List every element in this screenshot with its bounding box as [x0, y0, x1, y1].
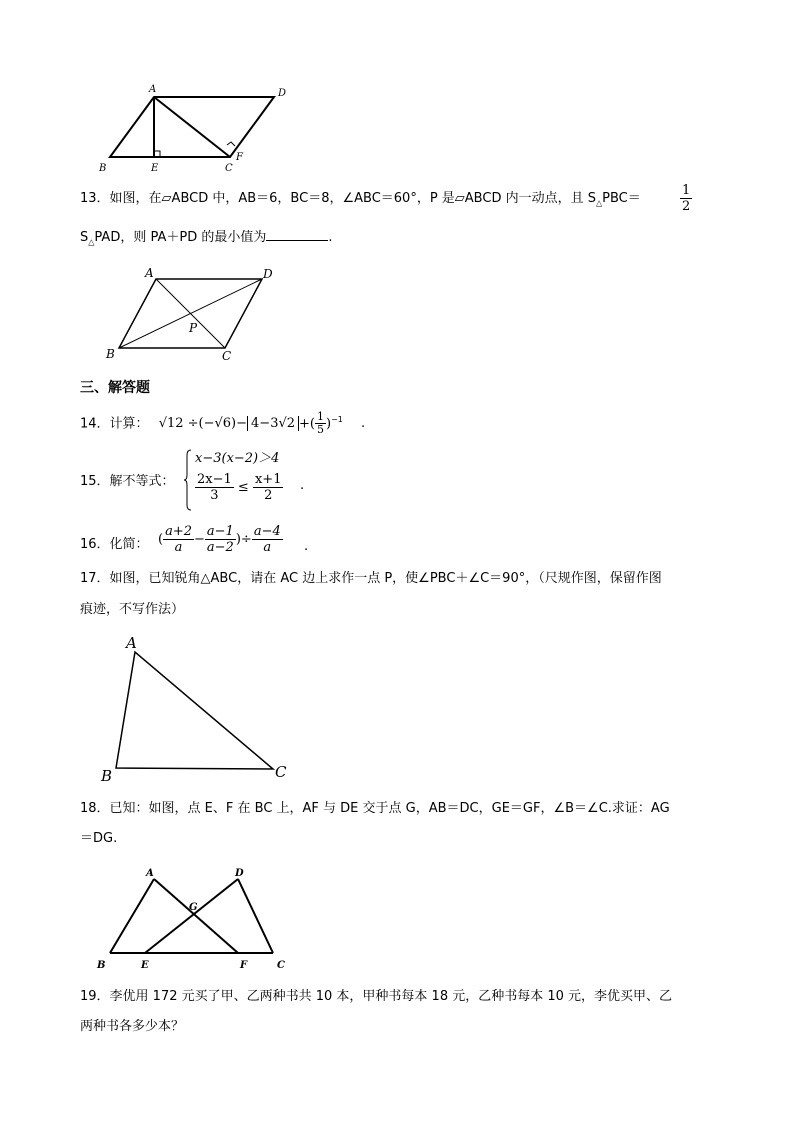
q16-f1-den: a	[174, 540, 183, 555]
q16-paren-open: (	[158, 532, 164, 547]
q15-frac-1	[195, 472, 234, 503]
q13-answer-blank	[266, 228, 328, 241]
segment-ab	[110, 879, 154, 953]
triangle-abc	[116, 652, 273, 769]
q14-abs-content: 4−3√2	[247, 416, 299, 431]
q14-expr-b: +(	[299, 416, 315, 432]
figure-q12	[90, 80, 300, 180]
q16-frac-3	[252, 524, 283, 555]
right-angle-mark-f	[227, 142, 235, 146]
q13-text-c: S	[80, 230, 89, 245]
label-a: A	[149, 84, 157, 95]
question-17-line2: 痕迹，不写作法）	[80, 602, 185, 617]
q14-end: .	[361, 416, 366, 432]
label-c: C	[225, 163, 233, 174]
label-a: A	[126, 634, 137, 652]
q15-end: .	[300, 478, 305, 493]
q15-inequality-1: x−3(x−2)＞4	[195, 451, 280, 466]
q16-frac-2	[205, 524, 236, 555]
q16-expression	[158, 524, 283, 555]
q13-end: .	[328, 230, 333, 245]
q13-sub-pad: △	[88, 237, 95, 247]
q16-f3-num: a−4	[253, 524, 281, 539]
label-d: D	[278, 88, 287, 99]
segment-dc	[238, 879, 273, 953]
figure-q13	[100, 262, 290, 367]
q14-number: 14．计算：	[80, 416, 149, 432]
label-c: C	[275, 763, 287, 781]
question-13-line1	[80, 190, 641, 213]
q13-text-a: 如图，在▱ABCD 中，AB＝6，BC＝8，∠ABC＝60°，P 是▱ABCD 内一动点，且 S	[109, 191, 596, 206]
label-e: E	[151, 163, 159, 174]
q13-fraction	[680, 183, 692, 214]
label-e: E	[141, 960, 149, 971]
q16-f2-den: a−2	[206, 540, 234, 555]
q15-f1-num: 2x−1	[197, 472, 232, 487]
label-b: B	[106, 347, 115, 361]
q15-f2-den: 2	[264, 488, 273, 503]
label-p: P	[189, 321, 198, 335]
q16-div: ÷	[240, 532, 252, 547]
q16-f2-num: a−1	[206, 524, 234, 539]
label-d: D	[263, 267, 273, 281]
label-b: B	[97, 960, 106, 971]
figure-q17	[95, 632, 295, 782]
q13-text-b: PBC＝	[602, 191, 641, 206]
q16-paren-close: )	[235, 532, 241, 547]
q16-end: .	[304, 539, 309, 554]
q14-exponent: −1	[331, 415, 343, 424]
label-f: F	[236, 152, 243, 163]
question-18-line2: ＝DG.	[80, 831, 118, 846]
question-14	[80, 405, 365, 435]
q15-brace	[184, 449, 192, 511]
label-b: B	[101, 767, 113, 782]
q14-frac-num: 1	[317, 410, 324, 424]
question-19-line2: 两种书各多少本？	[80, 1019, 185, 1034]
q16-frac-1	[163, 524, 194, 555]
q13-frac-den: 2	[682, 199, 691, 214]
label-b: B	[99, 163, 107, 174]
label-a: A	[146, 868, 154, 879]
q16-number: 16．化简：	[80, 537, 149, 552]
q16-f3-den: a	[263, 540, 272, 555]
q15-f1-den: 3	[210, 488, 219, 503]
q14-fraction	[315, 411, 326, 436]
q16-minus: −	[194, 532, 205, 547]
q15-inequality-2	[195, 472, 283, 503]
q16-f1-num: a+2	[165, 524, 192, 539]
q13-sub-pbc: △	[595, 198, 603, 208]
q15-number: 15．解不等式：	[80, 474, 175, 489]
label-c: C	[277, 960, 285, 971]
question-19-line1: 19．李优用 172 元买了甲、乙两种书共 10 本，甲种书每本 18 元，乙种书每本 10 元，李优买甲、乙	[80, 989, 673, 1004]
label-g: G	[189, 902, 198, 913]
q14-expr-c: )	[326, 416, 332, 432]
diagonal-ac	[154, 97, 230, 157]
label-d: D	[235, 868, 244, 879]
q13-number: 13．	[80, 191, 110, 206]
q13-text-d: PAD，则 PA＋PD 的最小值为	[94, 230, 267, 245]
q15-f2-num: x+1	[254, 472, 282, 487]
question-13-line2	[80, 228, 333, 252]
q15-relation: ≤	[237, 480, 249, 495]
q14-frac-den: 5	[317, 423, 324, 437]
label-f: F	[240, 960, 248, 971]
question-18-line1: 18．已知：如图，点 E、F 在 BC 上，AF 与 DE 交于点 G，AB＝DC，GE＝GF，∠B＝∠C.求证：AG	[80, 801, 670, 816]
brace-icon	[184, 449, 192, 511]
segment-pa-pc	[156, 279, 225, 348]
figure-q18	[90, 862, 300, 974]
label-c: C	[222, 349, 232, 363]
section-3-title: 三、解答题	[80, 380, 150, 396]
question-17-line1: 17．如图，已知锐角△ABC，请在 AC 边上求作一点 P，使∠PBC＋∠C＝90°，（尺规作图，保留作图	[80, 571, 662, 586]
q13-frac-num: 1	[682, 183, 691, 198]
q15-frac-2	[253, 472, 284, 503]
label-a: A	[145, 266, 154, 280]
q14-expr-a: √12 ÷(−√6)−	[158, 416, 248, 432]
